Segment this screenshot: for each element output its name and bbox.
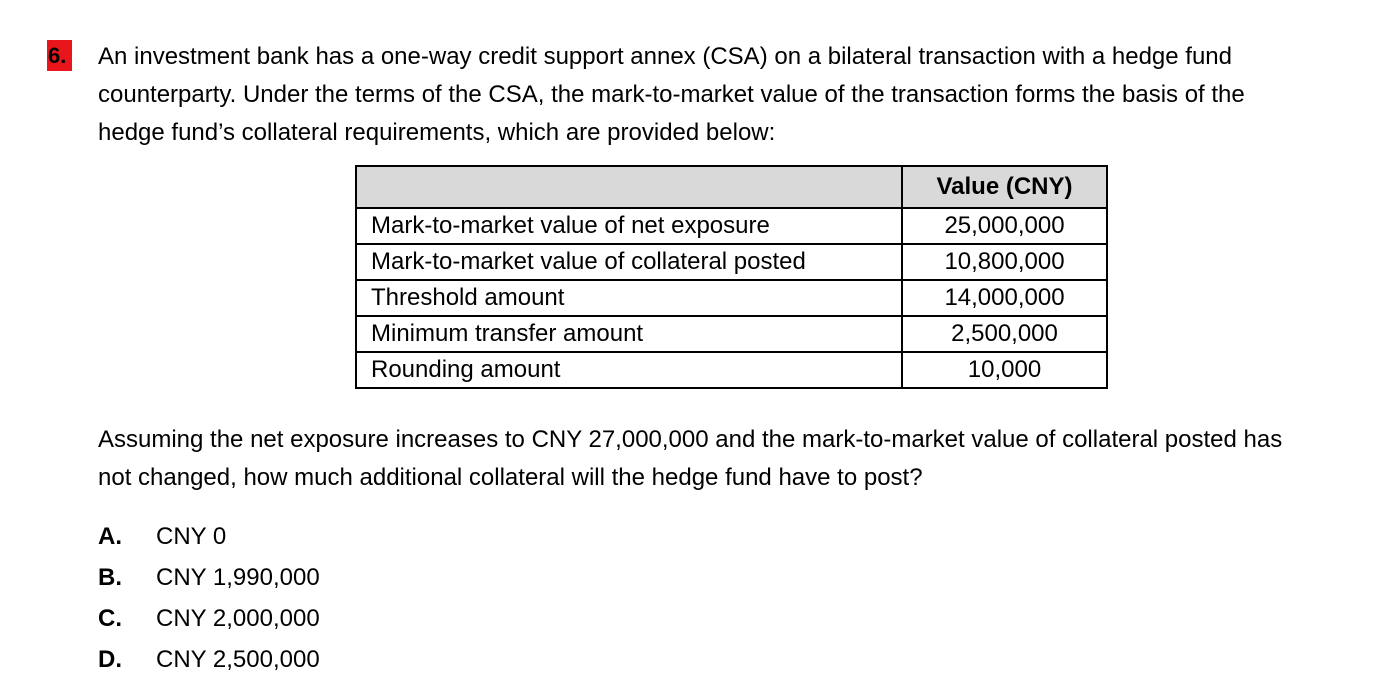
table-row	[356, 208, 1107, 244]
stem-line: counterparty. Under the terms of the CSA, the mark-to-market value of the transaction forms the basis of the	[98, 81, 1245, 108]
answer-option-a[interactable]	[98, 518, 320, 559]
header-value-cell: Value (CNY)	[902, 166, 1107, 208]
table-row	[356, 280, 1107, 316]
option-text: CNY 1,990,000	[156, 564, 320, 591]
option-text: CNY 0	[156, 523, 227, 550]
question-number: 6.	[47, 40, 72, 71]
row-value: 25,000,000	[902, 208, 1107, 244]
option-letter: C.	[98, 605, 122, 632]
table-row	[356, 316, 1107, 352]
option-letter: B.	[98, 564, 122, 591]
table-row	[356, 244, 1107, 280]
option-text: CNY 2,500,000	[156, 646, 320, 673]
row-label: Minimum transfer amount	[356, 316, 902, 352]
followup-line: not changed, how much additional collateral will the hedge fund have to post?	[98, 464, 923, 491]
row-value: 10,000	[902, 352, 1107, 388]
header-label-cell	[356, 166, 902, 208]
stem-line: hedge fund’s collateral requirements, which are provided below:	[98, 119, 776, 146]
followup-line: Assuming the net exposure increases to CNY 27,000,000 and the mark-to-market value of collateral posted has	[98, 426, 1283, 453]
answer-option-c[interactable]	[98, 600, 320, 641]
stem-line: An investment bank has a one-way credit support annex (CSA) on a bilateral transaction with a hedge fund	[98, 43, 1232, 70]
option-letter: D.	[98, 646, 122, 673]
row-value: 14,000,000	[902, 280, 1107, 316]
question-followup	[98, 421, 1383, 497]
option-letter: A.	[98, 523, 122, 550]
row-value: 10,800,000	[902, 244, 1107, 280]
answer-options	[98, 518, 320, 682]
table-row	[356, 352, 1107, 388]
answer-option-b[interactable]	[98, 559, 320, 600]
row-label: Rounding amount	[356, 352, 902, 388]
row-value: 2,500,000	[902, 316, 1107, 352]
row-label: Mark-to-market value of collateral posted	[356, 244, 902, 280]
question-stem	[98, 38, 1368, 152]
table-header-row	[356, 166, 1107, 208]
row-label: Mark-to-market value of net exposure	[356, 208, 902, 244]
row-label: Threshold amount	[356, 280, 902, 316]
collateral-requirements-table	[355, 165, 1108, 389]
answer-option-d[interactable]	[98, 641, 320, 682]
option-text: CNY 2,000,000	[156, 605, 320, 632]
